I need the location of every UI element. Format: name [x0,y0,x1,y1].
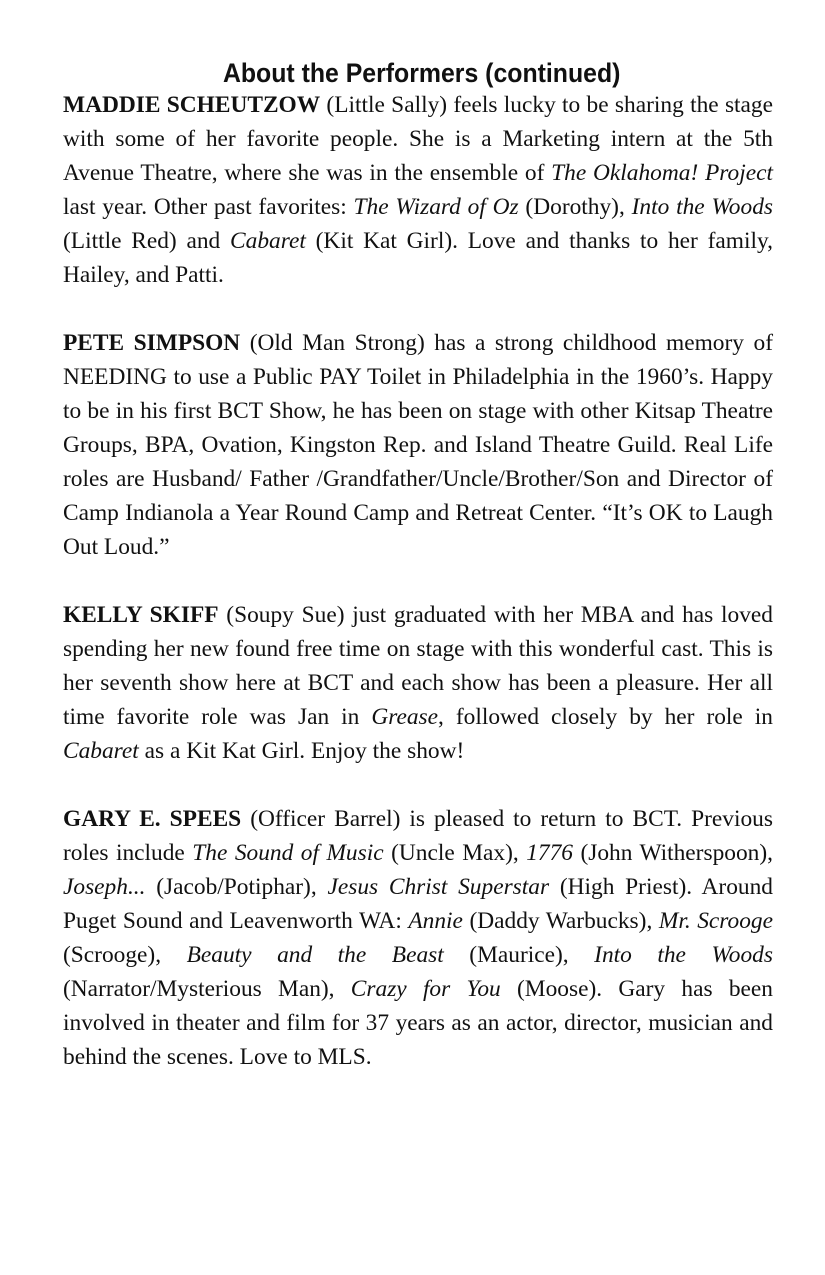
show-title: Mr. Scrooge [658,908,773,934]
show-title: Annie [408,908,463,934]
show-title: Cabaret [230,228,306,254]
bio-text: (High Priest). Around Puget Sound and Leavenworth WA: [63,874,774,934]
show-title: The Sound of Music [192,840,384,866]
bio-text: (Old Man Strong) has a strong childhood memory of NEEDING to use a Public PAY Toilet in Philadelphia in the 1960’s. Happy to be in his first BCT Show, he has been on stage with other Kitsap Theatre Groups, BPA, Ovation, Kingston Rep. and Island Theatre Guild. Real Life roles are Husband/ Father /Grandfather/Uncle/Brother/Son and Director of Camp Indianola a Year Round Camp and Retreat Center. “It’s OK to Laugh Out Loud.” [63,330,773,560]
bio-text: (Uncle Max), [383,840,527,866]
show-title: Into the Woods [594,942,773,968]
performer-name: KELLY SKIFF [63,602,219,628]
show-title: Joseph... [63,874,146,900]
show-title: Beauty and the Beast [186,942,444,968]
performer-name: GARY E. SPEES [63,806,242,832]
show-title: The Wizard of Oz [353,194,519,220]
performer-bio [63,88,773,292]
bio-text: (Officer Barrel) is pleased to return to BCT. Previous roles include [63,806,773,866]
show-title: Into the Woods [631,194,773,220]
show-title: The Oklahoma! Project [551,160,773,186]
bio-text: (John Witherspoon), [572,840,773,866]
page-title: About the Performers (continued) [222,58,621,88]
bio-text: (Narrator/Mysterious Man), [63,976,351,1002]
bio-text: (Kit Kat Girl). Love and thanks to her family, Hailey, and Patti. [63,228,773,288]
bio-text: (Jacob/Potiphar), [145,874,328,900]
performer-bio [63,802,773,1074]
performer-name: MADDIE SCHEUTZOW [63,92,321,118]
bio-text: (Daddy Warbucks), [462,908,659,934]
bio-text: as a Kit Kat Girl. Enjoy the show! [138,738,465,764]
bio-text: last year. Other past favorites: [63,194,354,220]
show-title: 1776 [526,840,573,866]
performer-bio [63,326,773,564]
performer-name: PETE SIMPSON [63,330,241,356]
bio-text: (Dorothy), [518,194,632,220]
bio-text: , followed closely by her role in [438,704,773,730]
performer-bio [63,598,773,768]
show-title: Cabaret [63,738,139,764]
show-title: Jesus Christ Superstar [327,874,550,900]
show-title: Crazy for You [350,976,501,1002]
program-page [63,58,773,1108]
bio-text: (Little Sally) feels lucky to be sharing the stage with some of her favorite people. She is a Marketing intern at the 5th Avenue Theatre, where she was in the ensemble of [63,92,774,186]
performer-bios [63,88,773,1074]
bio-text: (Soupy Sue) just graduated with her MBA and has loved spending her new found free time on stage with this wonderful cast. This is her seventh show here at BCT and each show has been a pleasure. Her all time favorite role was Jan in [63,602,774,730]
bio-text: (Scrooge), [63,942,187,968]
bio-text: (Maurice), [443,942,595,968]
bio-text: (Little Red) and [63,228,231,254]
bio-text: (Moose). Gary has been involved in theater and film for 37 years as an actor, director, musician and behind the scenes. Love to MLS. [63,976,773,1070]
show-title: Grease [371,704,439,730]
